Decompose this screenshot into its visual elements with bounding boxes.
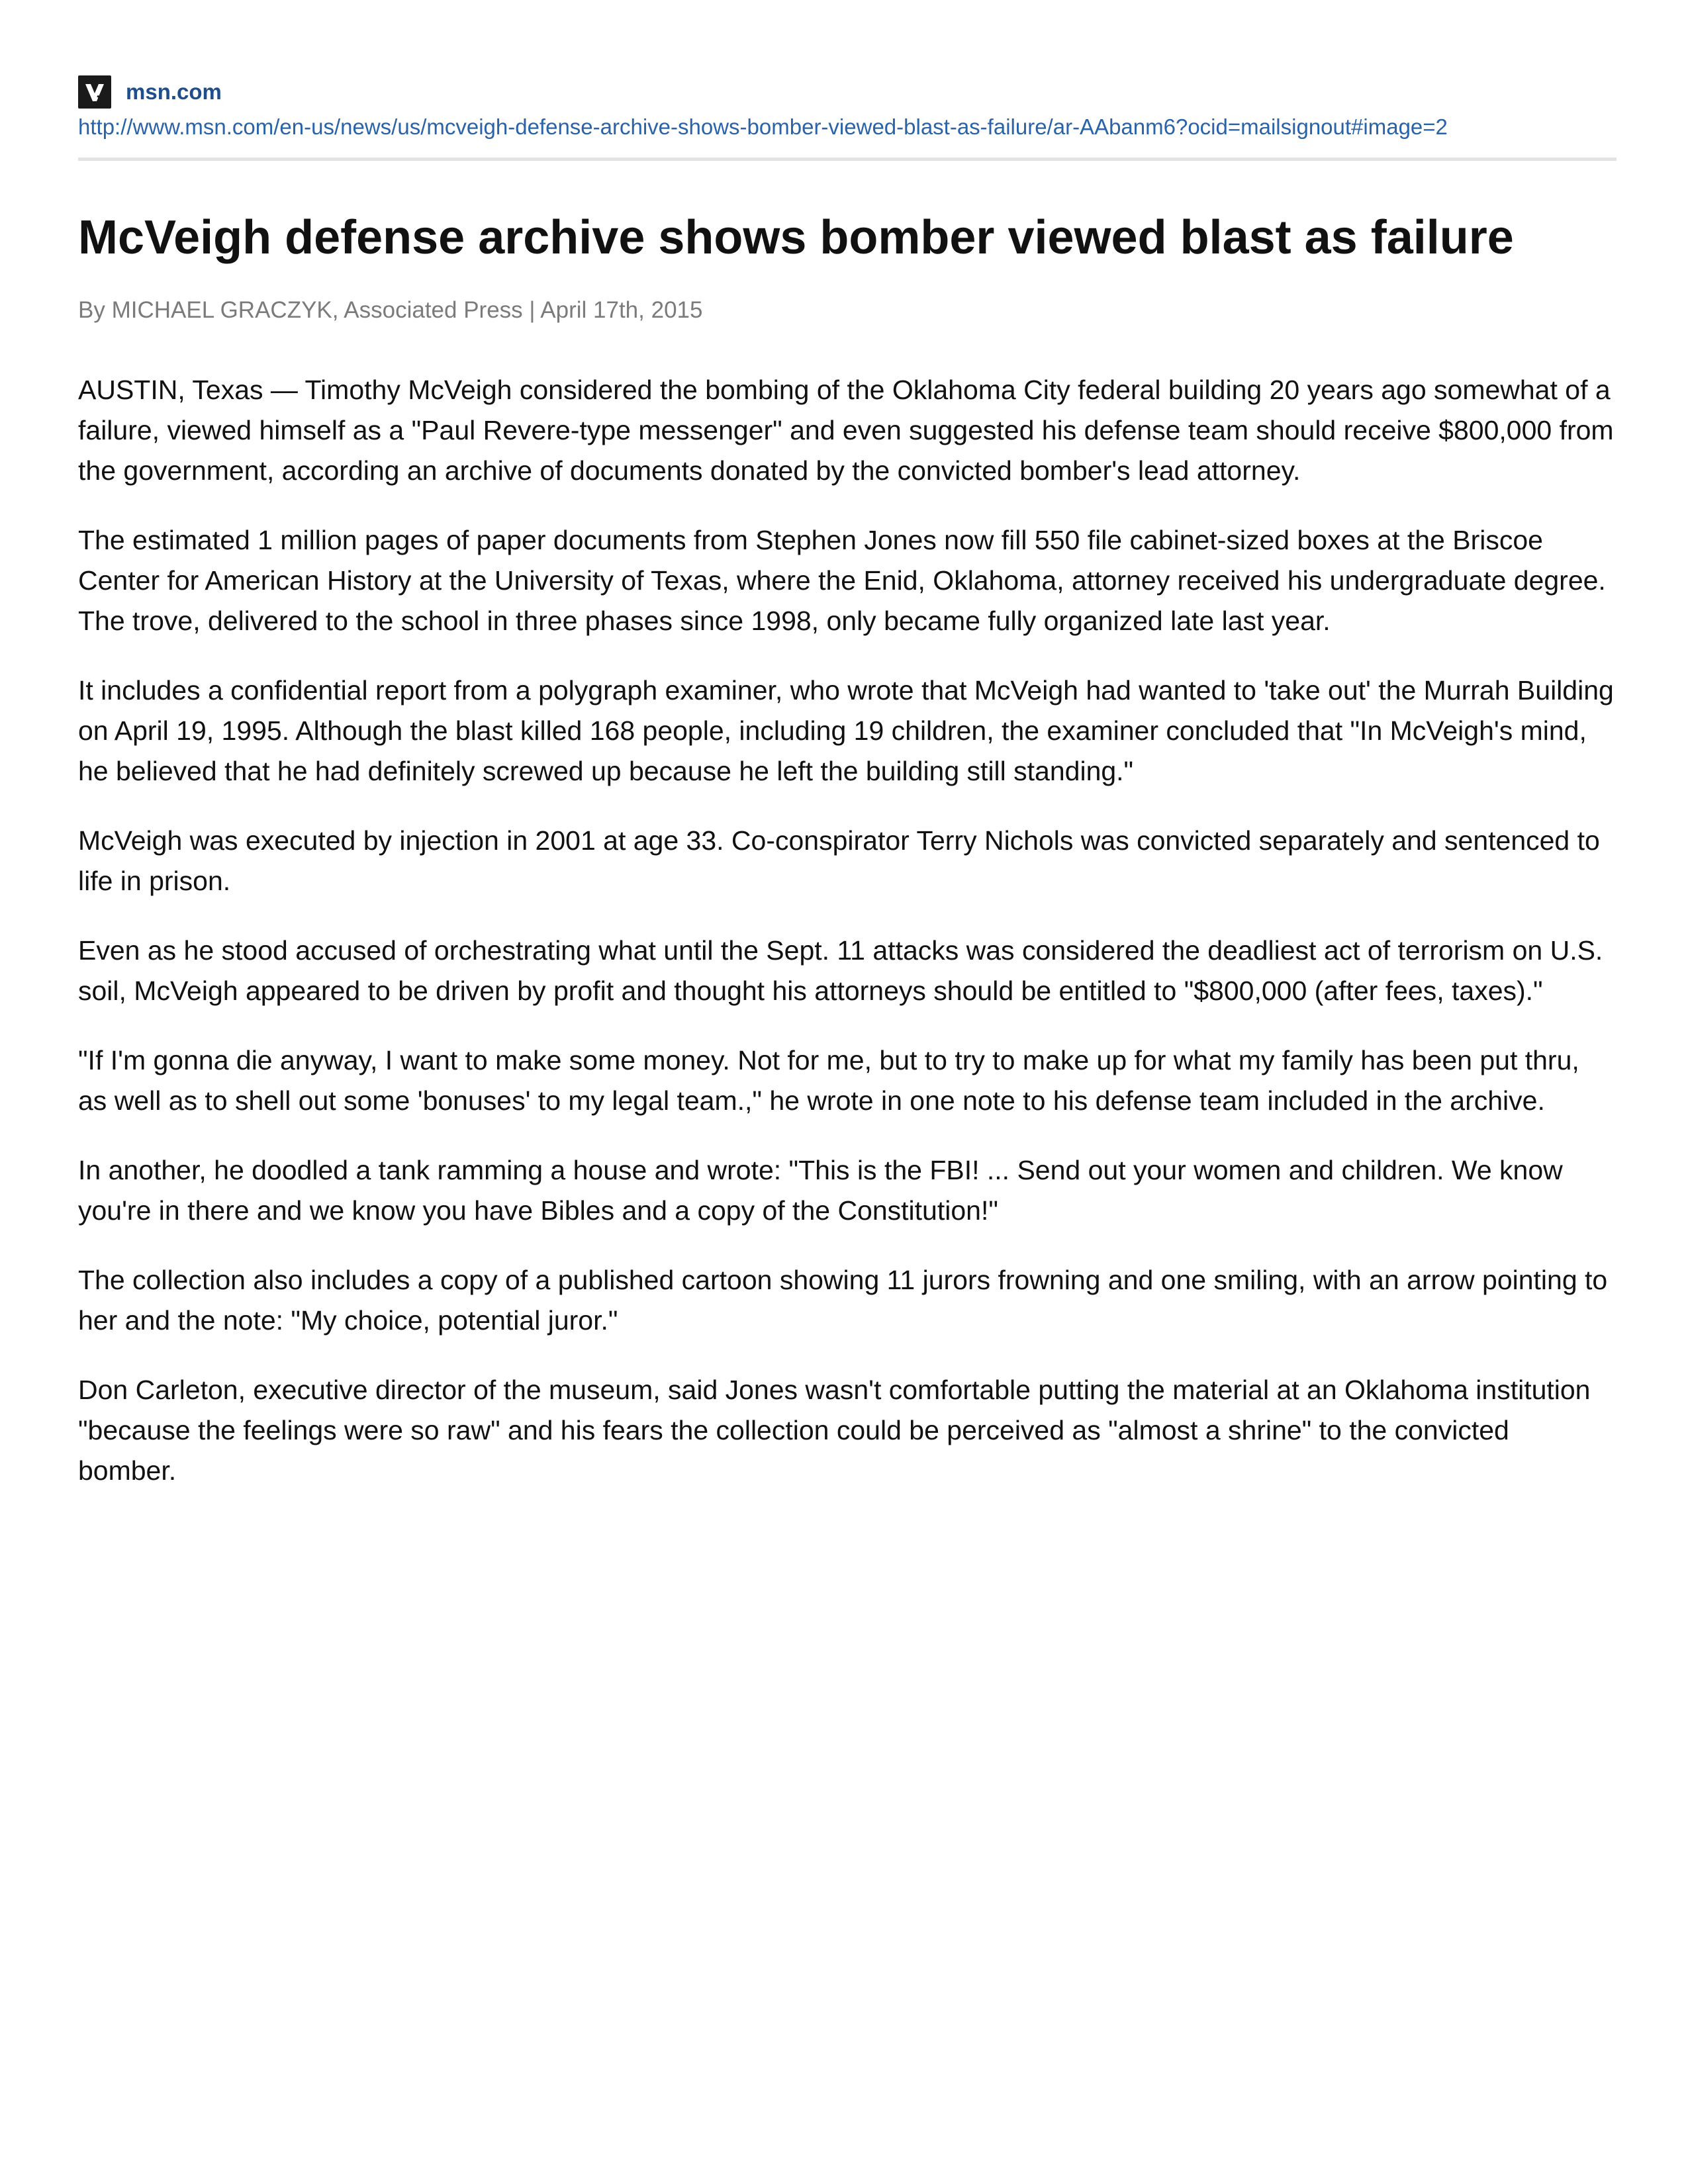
source-url-link[interactable]: http://www.msn.com/en-us/news/us/mcveigh-defense-archive-shows-bomber-viewed-blast-as-failure/ar-AAbanm6?ocid=mailsignout#image=2 bbox=[78, 114, 1448, 139]
source-header bbox=[78, 74, 1614, 161]
header-divider bbox=[78, 158, 1617, 161]
printed-page bbox=[78, 74, 1614, 1520]
article-paragraph: AUSTIN, Texas — Timothy McVeigh considered the bombing of the Oklahoma City federal building 20 years ago somewhat of a failure, viewed himself as a "Paul Revere-type messenger" and even suggested his defense team should receive $800,000 from the government, according an archive of documents donated by the convicted bomber's lead attorney. bbox=[78, 375, 1614, 486]
article-headline: McVeigh defense archive shows bomber viewed blast as failure bbox=[78, 211, 1514, 264]
article-paragraph: The collection also includes a copy of a published cartoon showing 11 jurors frowning and one smiling, with an arrow pointing to her and the note: "My choice, potential juror." bbox=[78, 1265, 1608, 1336]
article-paragraph: Even as he stood accused of orchestrating what until the Sept. 11 attacks was considered the deadliest act of terrorism on U.S. soil, McVeigh appeared to be driven by profit and thought his attorneys should be entitled to "$800,000 (after fees, taxes)." bbox=[78, 935, 1603, 1006]
source-row bbox=[78, 74, 1614, 110]
article-paragraph: McVeigh was executed by injection in 2001 at age 33. Co-conspirator Terry Nichols was convicted separately and sentenced to life in prison. bbox=[78, 825, 1600, 896]
article-paragraph: In another, he doodled a tank ramming a house and wrote: "This is the FBI! ... Send out your women and children. We know you're in there and we know you have Bibles and a copy of the Constitution!" bbox=[78, 1155, 1563, 1226]
article-paragraph: The estimated 1 million pages of paper documents from Stephen Jones now fill 550 file cabinet-sized boxes at the Briscoe Center for American History at the University of Texas, where the Enid, Oklahoma, attorney received his undergraduate degree. The trove, delivered to the school in three phases since 1998, only became fully organized late last year. bbox=[78, 525, 1606, 636]
article-paragraph: "If I'm gonna die anyway, I want to make some money. Not for me, but to try to make up for what my family has been put thru, as well as to shell out some 'bonuses' to my legal team.," he wrote in one note to his defense team included in the archive. bbox=[78, 1045, 1579, 1116]
msn-logo-icon bbox=[78, 75, 111, 109]
article-paragraph: Don Carleton, executive director of the museum, said Jones wasn't comfortable putting the material at an Oklahoma institution "because the feelings were so raw" and his fears the collection could be perceived as "almost a shrine" to the convicted bomber. bbox=[78, 1375, 1591, 1486]
article-paragraph: It includes a confidential report from a polygraph examiner, who wrote that McVeigh had wanted to 'take out' the Murrah Building on April 19, 1995. Although the blast killed 168 people, including 19 children, the examiner concluded that "In McVeigh's mind, he believed that he had definitely screwed up because he left the building still standing." bbox=[78, 675, 1614, 786]
article-byline: By MICHAEL GRACZYK, Associated Press | April 17th, 2015 bbox=[78, 297, 703, 323]
article-body bbox=[78, 370, 1614, 1491]
source-name-link[interactable]: msn.com bbox=[126, 79, 222, 104]
